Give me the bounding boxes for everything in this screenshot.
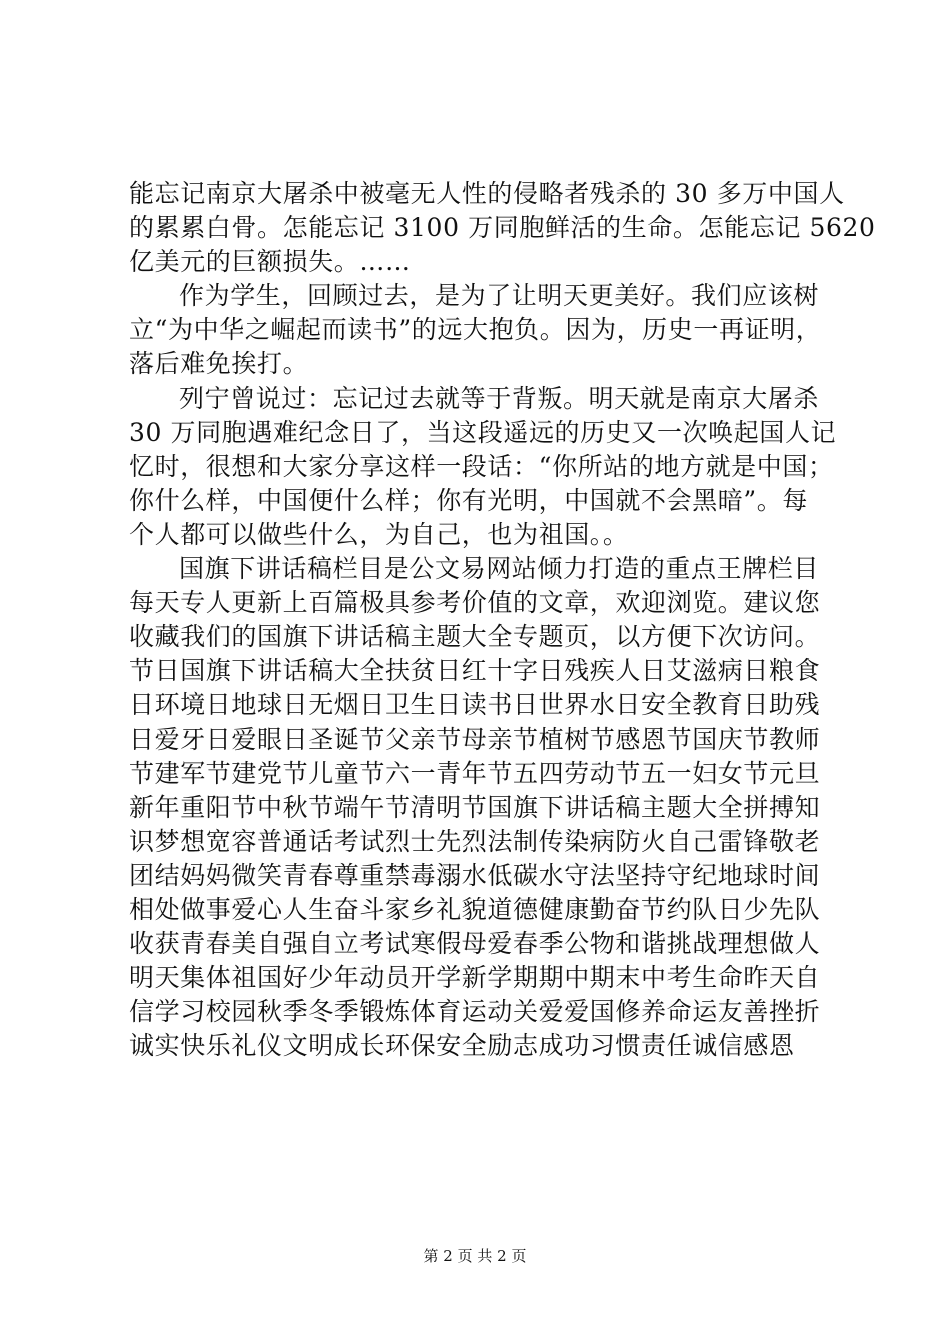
text-line: 收获青春美自强自立考试寒假母爱春季公物和谐挑战理想做人 <box>129 929 821 959</box>
text-line: 个人都可以做些什么，为自己，也为祖国。。 <box>129 519 629 549</box>
text-line: 亿美元的巨额损失。…… <box>129 247 411 277</box>
text-line: 的累累白骨。怎能忘记 3100 万同胞鲜活的生命。怎能忘记 5620 <box>129 213 876 243</box>
paragraph-start-line: 列宁曾说过：忘记过去就等于背叛。明天就是南京大屠杀 <box>179 383 820 413</box>
text-line: 收藏我们的国旗下讲话稿主题大全专题页，以方便下次访问。 <box>129 622 821 652</box>
text-line: 落后难免挨打。 <box>129 349 309 379</box>
text-line: 诚实快乐礼仪文明成长环保安全励志成功习惯责任诚信感恩 <box>129 1031 795 1061</box>
text-line: 相处做事爱心人生奋斗家乡礼貌道德健康勤奋节约队日少先队 <box>129 894 821 924</box>
text-line: 日环境日地球日无烟日卫生日读书日世界水日安全教育日助残 <box>129 690 821 720</box>
text-line: 信学习校园秋季冬季锻炼体育运动关爱爱国修养命运友善挫折 <box>129 997 821 1027</box>
paragraph-start-line: 作为学生，回顾过去，是为了让明天更美好。我们应该树 <box>179 281 820 311</box>
text-line: 能忘记南京大屠杀中被毫无人性的侵略者残杀的 30 多万中国人 <box>129 179 845 208</box>
text-line: 你什么样，中国便什么样；你有光明，中国就不会黑暗”。每 <box>129 485 808 515</box>
text-line: 日爱牙日爱眼日圣诞节父亲节母亲节植树节感恩节国庆节教师 <box>129 724 821 754</box>
text-line: 立“为中华之崛起而读书”的远大抱负。因为，历史一再证明， <box>129 315 822 345</box>
text-line: 30 万同胞遇难纪念日了，当这段遥远的历史又一次唤起国人记 <box>129 417 837 447</box>
text-line: 节建军节建党节儿童节六一青年节五四劳动节五一妇女节元旦 <box>129 758 821 788</box>
page-number-footer: 第 2 页 共 2 页 <box>423 1247 527 1265</box>
text-line: 新年重阳节中秋节端午节清明节国旗下讲话稿主题大全拼搏知 <box>129 792 821 822</box>
paragraph-start-line: 国旗下讲话稿栏目是公文易网站倾力打造的重点王牌栏目 <box>179 554 820 584</box>
text-line: 团结妈妈微笑青春尊重禁毒溺水低碳水守法坚持守纪地球时间 <box>129 860 821 890</box>
text-line: 明天集体祖国好少年动员开学新学期期中期末中考生命昨天自 <box>129 963 821 993</box>
text-line: 节日国旗下讲话稿大全扶贫日红十字日残疾人日艾滋病日粮食 <box>129 656 821 686</box>
text-line: 识梦想宽容普通话考试烈士先烈法制传染病防火自己雷锋敬老 <box>129 826 821 856</box>
body-text <box>129 177 876 1063</box>
text-line: 每天专人更新上百篇极具参考价值的文章，欢迎浏览。建议您 <box>129 588 821 618</box>
text-line: 忆时，很想和大家分享这样一段话：“你所站的地方就是中国； <box>129 451 834 481</box>
